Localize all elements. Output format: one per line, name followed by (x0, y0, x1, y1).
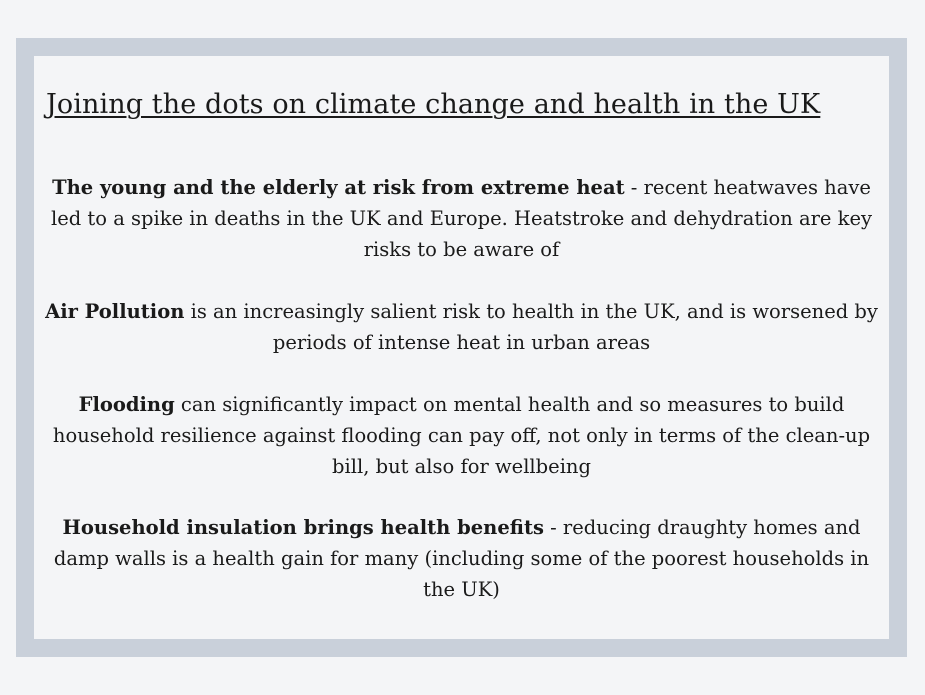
paragraph-flooding (42, 389, 881, 482)
paragraph-extreme-heat (42, 172, 881, 265)
paragraph-lead: Household insulation brings health benefits (62, 516, 544, 539)
slide-content-card (34, 56, 889, 639)
paragraph-body: - recent heatwaves have led to a spike in deaths in the UK and Europe. Heatstroke and dehydration are key risks to be aware of (50, 176, 873, 261)
paragraph-body: is an increasingly salient risk to health in the UK, and is worsened by periods of intense heat in urban areas (184, 300, 878, 354)
paragraph-lead: Flooding (78, 393, 175, 416)
paragraph-body: - reducing draughty homes and damp walls is a health gain for many (including some of the poorest households in the UK) (53, 516, 870, 601)
paragraph-lead: The young and the elderly at risk from extreme heat (52, 176, 625, 199)
paragraph-household-insulation (42, 512, 881, 605)
paragraph-lead: Air Pollution (45, 300, 185, 323)
slide-title: Joining the dots on climate change and health in the UK (46, 89, 821, 120)
paragraph-body: can significantly impact on mental health and so measures to build household resilience against flooding can pay off, not only in terms of the clean-up bill, but also for wellbeing (52, 393, 871, 478)
paragraph-air-pollution (42, 296, 881, 358)
